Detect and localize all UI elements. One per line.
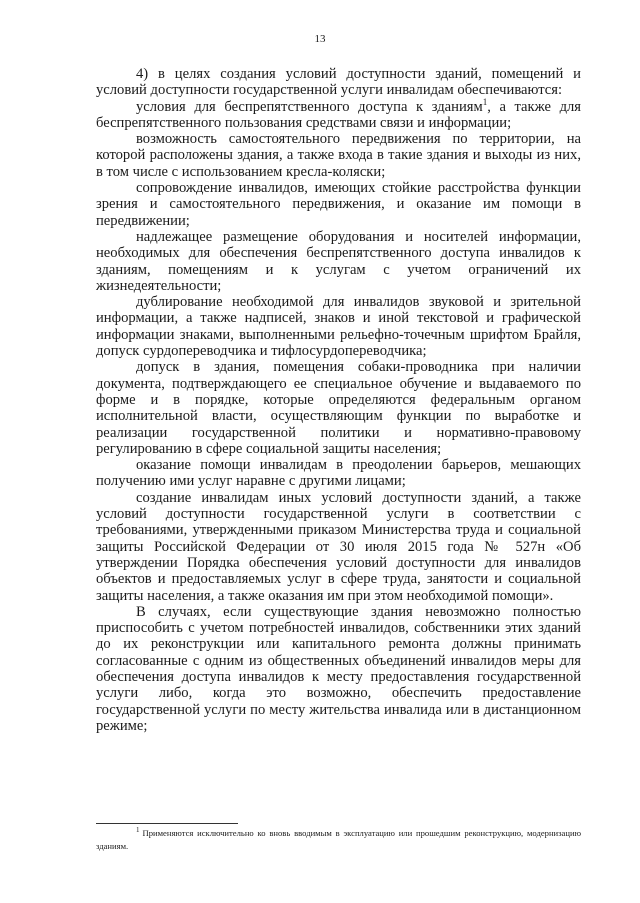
paragraph: создание инвалидам иных условий доступности зданий, а также условий доступности государственной услуги в соответствии с требованиями, утвержденными приказом Министерства труда и социальной защиты Российской Федерации от 30 июля 2015 года № 527н «Об утверждении Порядка обеспечения условий доступности для инвалидов объектов и предоставляемых услуг в сфере труда, занятости и социальной защиты населения, а также оказания им при этом необходимой помощи». — [96, 489, 581, 604]
footnote — [96, 827, 581, 853]
paragraph: оказание помощи инвалидам в преодолении барьеров, мешающих получению ими услуг наравне с другими лицами; — [96, 457, 581, 490]
paragraph: 4) в целях создания условий доступности зданий, помещений и условий доступности государственной услуги инвалидам обеспечиваются: — [96, 66, 581, 99]
footnote-number: 1 — [136, 826, 140, 835]
page-number: 13 — [314, 33, 326, 45]
paragraph-text: условия для беспрепятственного доступа к зданиям — [136, 98, 483, 115]
paragraph: дублирование необходимой для инвалидов звуковой и зрительной информации, а также надписей, знаков и иной текстовой и графической информации знаками, выполненными рельефно-точечным шрифтом Брайля, допуск сурдопереводчика и тифлосурдопереводчика; — [96, 294, 581, 360]
paragraph-text: , а также для беспрепятственного пользования средствами связи и информации; — [96, 98, 581, 131]
footnote-text: Применяются исключительно ко вновь вводимым в эксплуатацию или прошедшим реконструкцию, модернизацию зданиям. — [96, 828, 581, 851]
footnote-separator — [96, 823, 238, 824]
paragraph: сопровождение инвалидов, имеющих стойкие расстройства функции зрения и самостоятельного передвижения, и оказание им помощи в передвижении; — [96, 180, 581, 229]
footnote-reference: 1 — [482, 96, 488, 107]
paragraph — [96, 96, 581, 132]
paragraph: В случаях, если существующие здания невозможно полностью приспособить с учетом потребностей инвалидов, собственники этих зданий до их реконструкции или капитального ремонта должны принимать согласованные с одним из общественных объединений инвалидов меры для обеспечения доступа инвалидов к месту предоставления государственной услуги либо, когда это возможно, обеспечить предоставление государственной услуги по месту жительства инвалида или в дистанционном режиме; — [96, 603, 581, 734]
paragraph: возможность самостоятельного передвижения по территории, на которой расположены здания, а также входа в такие здания и выходы из них, в том числе с использованием кресла-коляски; — [96, 131, 581, 180]
paragraph: надлежащее размещение оборудования и носителей информации, необходимых для обеспечения беспрепятственного доступа инвалидов к зданиям, помещениям и к услугам с учетом ограничений их жизнедеятельности; — [96, 228, 581, 294]
paragraph: допуск в здания, помещения собаки-проводника при наличии документа, подтверждающего ее специальное обучение и выдаваемого по форме и в порядке, которые определяются федеральным органом исполнительной власти, осуществляющим функции по выработке и реализации государственной политики и нормативно-правовому регулированию в сфере социальной защиты населения; — [96, 359, 581, 457]
document-body — [96, 66, 581, 734]
